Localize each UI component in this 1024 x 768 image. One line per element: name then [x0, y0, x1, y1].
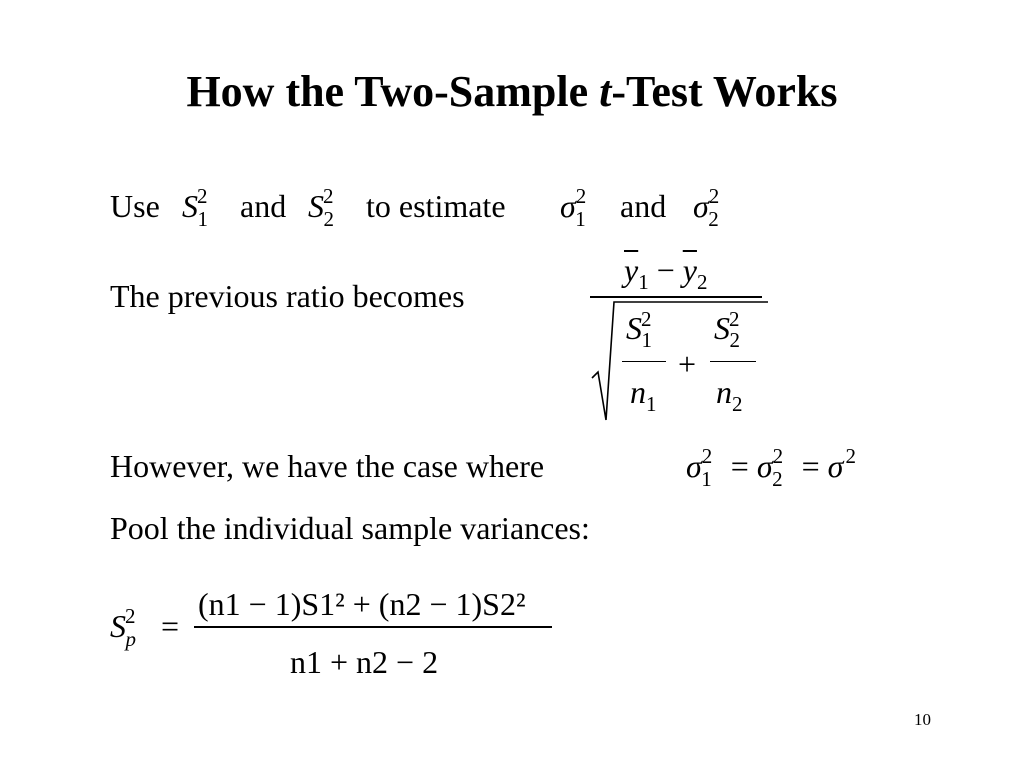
line-and-1 [240, 186, 286, 226]
sym-sub-2: 2 [708, 207, 719, 231]
sym-sub-1: 1 [646, 392, 657, 416]
frac-s1-n1-bottom [630, 372, 657, 416]
page-number-text: 10 [914, 710, 931, 729]
sym-sub-2: 2 [772, 467, 783, 491]
and-text-2: and [620, 188, 667, 224]
pool-fraction-bar [194, 626, 552, 628]
sym-sq: 2 [125, 604, 136, 628]
sym-sq: 2 [845, 444, 856, 468]
sym-s: S [110, 608, 126, 644]
sym-sq: 2 [197, 184, 208, 208]
frac-bar-1 [622, 361, 666, 362]
sym-sub-1: 1 [641, 328, 652, 352]
math-sigma2-squared [693, 186, 730, 230]
ratio-numerator [624, 250, 707, 294]
sym-sigma: σ [560, 188, 576, 224]
sym-sub-1: 1 [575, 207, 586, 231]
sym-sub-2: 2 [732, 392, 743, 416]
sym-sub-2: 2 [323, 207, 334, 231]
sym-sub-1: 1 [638, 270, 649, 294]
line-use [110, 186, 160, 226]
sym-sigma: σ [756, 448, 773, 484]
sym-sq: 2 [772, 444, 784, 468]
pool-text: Pool the individual sample variances: [110, 510, 590, 546]
sym-sq: 2 [575, 184, 587, 208]
sym-s: S [308, 188, 324, 224]
sym-equals: = [161, 608, 180, 644]
sym-sq: 2 [708, 184, 720, 208]
slide-title [0, 62, 1024, 122]
math-s1-squared [182, 186, 219, 230]
frac-s2-n2-bottom [716, 372, 743, 416]
sym-sq: 2 [323, 184, 334, 208]
sym-sub-p: p [125, 627, 136, 651]
sym-equals: = [730, 448, 749, 484]
sym-y-bar: $\overline{y}$ [624, 252, 639, 288]
sqrt-plus [678, 344, 696, 384]
line-and-2 [620, 186, 666, 226]
to-estimate-text: to estimate [366, 188, 506, 224]
sym-sub-1: 1 [701, 467, 712, 491]
page-number [914, 710, 931, 730]
line-however [110, 446, 544, 486]
sp-squared [110, 606, 179, 650]
line-to-estimate [366, 186, 506, 226]
ratio-formula [590, 248, 770, 428]
title-text-2: -Test Works [611, 67, 838, 116]
use-text: Use [110, 188, 160, 224]
line-pool [110, 508, 590, 548]
title-italic-t: t [599, 67, 612, 116]
sym-sq: 2 [701, 444, 713, 468]
sym-sq: 2 [641, 307, 652, 331]
pool-denominator-text: n1 + n2 − 2 [290, 644, 439, 680]
frac-s2-n2-top [714, 308, 751, 352]
sym-sub-1: 1 [197, 207, 208, 231]
sym-sigma: σ [827, 448, 844, 484]
pool-numerator-text: (n1 − 1)S1² + (n2 − 1)S2² [198, 586, 526, 622]
however-text: However, we have the case where [110, 448, 545, 484]
sym-s: S [626, 310, 642, 346]
sym-n: n [630, 374, 646, 410]
sym-sigma: σ [686, 448, 702, 484]
sym-minus: − [656, 252, 675, 288]
pool-numerator [198, 584, 526, 624]
math-sigma1-squared [560, 186, 597, 230]
math-s2-squared [308, 186, 345, 230]
sym-sq: 2 [729, 307, 740, 331]
sym-sub-2: 2 [729, 328, 740, 352]
sym-s: S [182, 188, 198, 224]
frac-bar-2 [710, 361, 756, 362]
sym-s: S [714, 310, 730, 346]
sym-plus: + [678, 346, 697, 382]
and-text-1: and [240, 188, 287, 224]
sym-n: n [716, 374, 732, 410]
sym-y-bar: $\overline{y}$ [682, 252, 697, 288]
sym-sigma: σ [693, 188, 709, 224]
math-sigma-equality [686, 446, 854, 490]
sym-equals: = [801, 448, 820, 484]
title-text-1: How the Two-Sample [186, 67, 600, 116]
line-previous-ratio [110, 276, 465, 316]
frac-s1-n1-top [626, 308, 663, 352]
sym-sub-2: 2 [696, 270, 708, 294]
pool-denominator [290, 642, 438, 682]
previous-ratio-text: The previous ratio becomes [110, 278, 465, 314]
